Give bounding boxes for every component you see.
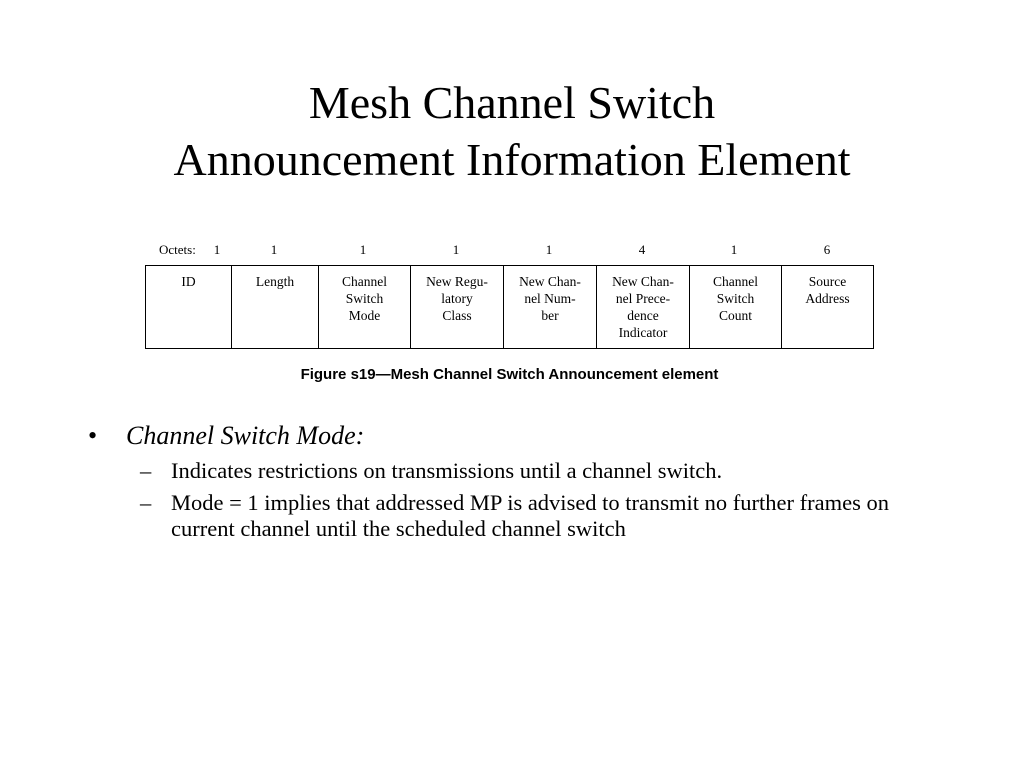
title-line-1: Mesh Channel Switch xyxy=(308,77,716,128)
octet-count-source-address: 6 xyxy=(823,242,831,257)
sub-bullet-list xyxy=(88,458,948,542)
field-new-channel-number: New Chan- nel Num- ber xyxy=(504,266,597,348)
fields-table xyxy=(145,265,874,349)
frame-format-figure xyxy=(145,238,875,383)
sub-bullet-item xyxy=(126,490,948,542)
sub-bullet-symbol: – xyxy=(140,490,152,515)
bullet-item xyxy=(88,418,948,454)
slide-title xyxy=(0,74,1024,188)
title-line-2: Announcement Information Element xyxy=(173,134,851,185)
octet-count-new-regulatory-class: 1 xyxy=(452,242,460,257)
sub-bullet-text: Mode = 1 implies that addressed MP is advised to transmit no further frames on current channel until the scheduled channel switch xyxy=(171,490,889,541)
octet-count-channel-switch-count: 1 xyxy=(730,242,738,257)
field-length: Length xyxy=(232,266,319,348)
octet-count-channel-switch-mode: 1 xyxy=(359,242,367,257)
octet-count-precedence-indicator: 4 xyxy=(638,242,646,257)
sub-bullet-text: Indicates restrictions on transmissions until a channel switch. xyxy=(171,458,723,483)
bullet-text: Channel Switch Mode: xyxy=(126,421,365,450)
octets-label: Octets: xyxy=(159,242,196,257)
field-new-regulatory-class: New Regu- latory Class xyxy=(411,266,504,348)
field-id: ID xyxy=(146,266,232,348)
field-channel-switch-count: Channel Switch Count xyxy=(690,266,782,348)
sub-bullet-symbol: – xyxy=(140,458,152,483)
field-source-address: Source Address xyxy=(805,274,850,306)
octets-row xyxy=(145,238,875,263)
octet-count-new-channel-number: 1 xyxy=(545,242,553,257)
sub-bullet-item xyxy=(126,458,948,484)
bullet-symbol: • xyxy=(88,421,98,450)
figure-caption: Figure s19—Mesh Channel Switch Announcement element xyxy=(300,366,719,383)
bullet-list xyxy=(88,418,948,548)
octet-count-length: 1 xyxy=(270,242,278,257)
field-channel-switch-mode: Channel Switch Mode xyxy=(319,266,411,348)
field-new-channel-precedence-indicator: New Chan- nel Prece- dence Indicator xyxy=(597,266,690,348)
octet-count-id: 1 xyxy=(213,242,221,257)
